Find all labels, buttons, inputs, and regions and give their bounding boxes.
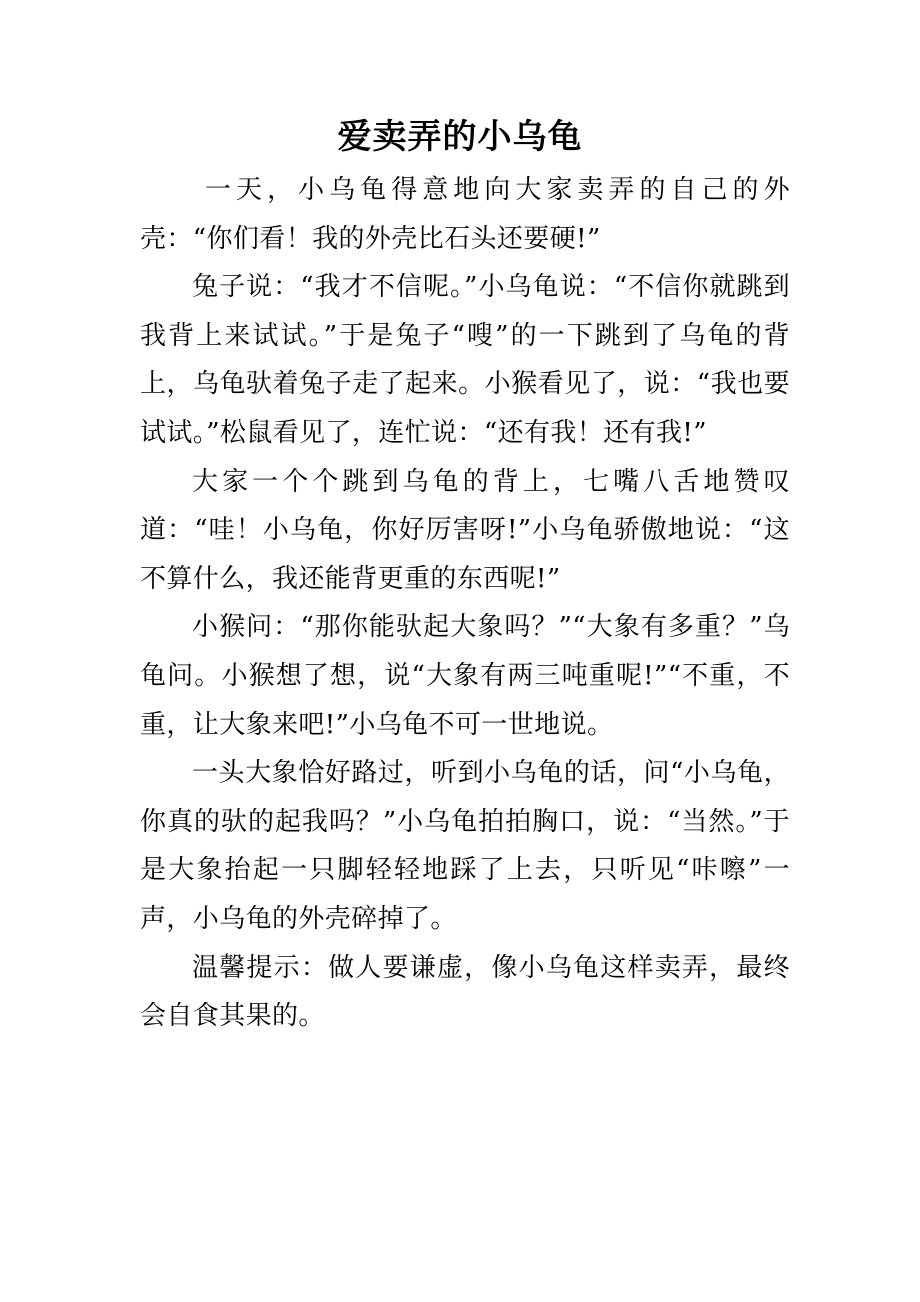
paragraph-5: 一头大象恰好路过，听到小乌龟的话，问“小乌龟，你真的驮的起我吗？”小乌龟拍拍胸口，说：“当然。”于是大象抬起一只脚轻轻地踩了上去，只听见“咔嚓”一声，小乌龟的外壳碎掉了。 [140, 758, 790, 934]
paragraph-4: 小猴问：“那你能驮起大象吗？”“大象有多重？”乌龟问。小猴想了想，说“大象有两三吨重呢!”“不重，不重，让大象来吧!”小乌龟不可一世地说。 [140, 612, 790, 740]
document-body [140, 166, 790, 1041]
paragraph-2: 兔子说：“我才不信呢。”小乌龟说：“不信你就跳到我背上来试试。”于是兔子“嗖”的一下跳到了乌龟的背上，乌龟驮着兔子走了起来。小猴看见了，说：“我也要试试。”松鼠看见了，连忙说：“还有我！还有我!” [140, 272, 790, 448]
paragraph-1: 一天，小乌龟得意地向大家卖弄的自己的外壳：“你们看！我的外壳比石头还要硬!” [140, 175, 790, 254]
document-title: 爱卖弄的小乌龟 [337, 117, 583, 157]
paragraph-6: 温馨提示：做人要谦虚，像小乌龟这样卖弄，最终会自食其果的。 [140, 952, 790, 1032]
paragraph-3: 大家一个个跳到乌龟的背上，七嘴八舌地赞叹道：“哇！小乌龟，你好厉害呀!”小乌龟骄傲地说：“这不算什么，我还能背更重的东西呢!” [140, 466, 790, 594]
